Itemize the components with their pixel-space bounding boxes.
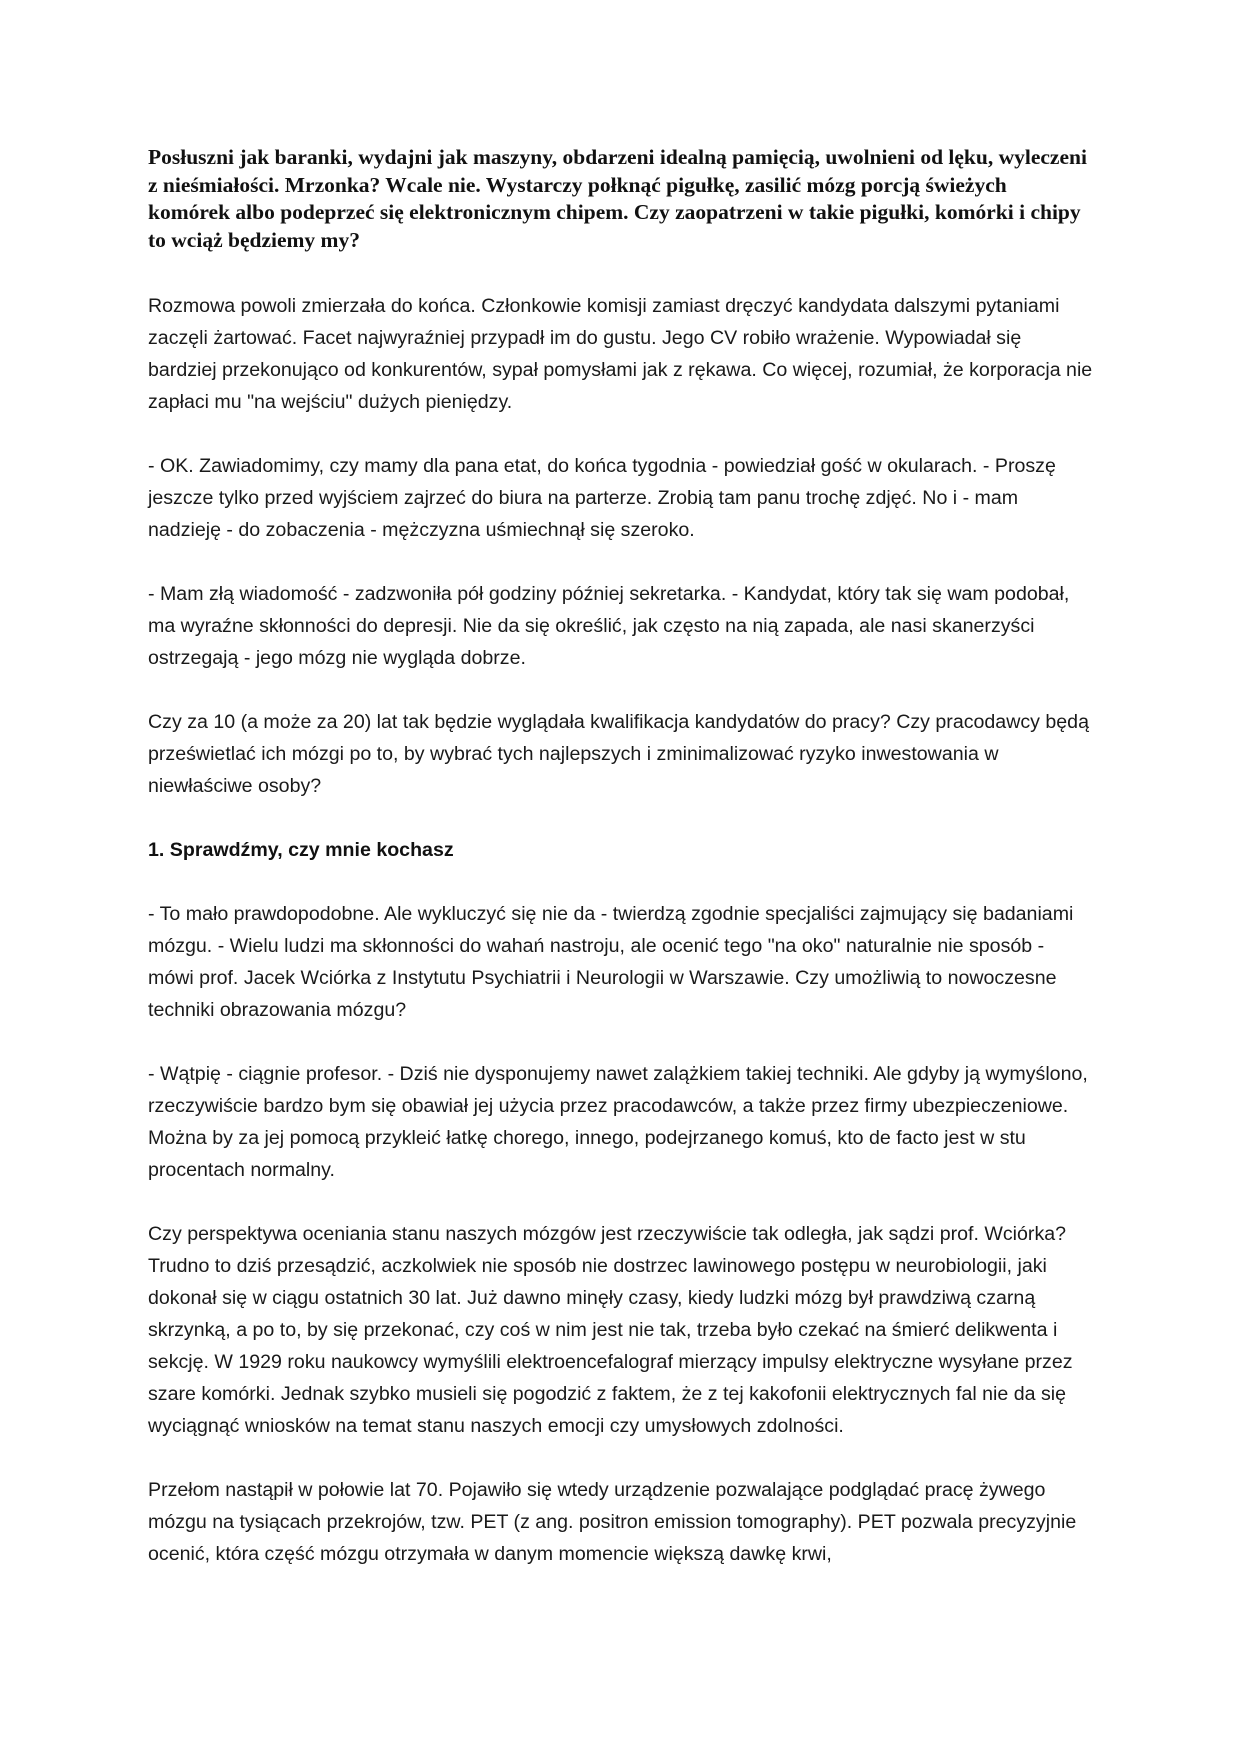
- paragraph-6: - Wątpię - ciągnie profesor. - Dziś nie dysponujemy nawet zalążkiem takiej techniki. Ale gdyby ją wymyślono, rzeczywiście bardzo bym się obawiał jej użycia przez pracodawców, a także przez firmy ubezpieczeniowe. Można by za jej pomocą przykleić łatkę chorego, innego, podejrzanego komuś, kto de facto jest w stu procentach normalny.: [148, 1063, 1088, 1181]
- paragraph-2: - OK. Zawiadomimy, czy mamy dla pana etat, do końca tygodnia - powiedział gość w okularach. - Proszę jeszcze tylko przed wyjściem zajrzeć do biura na parterze. Zrobią tam panu trochę zdjęć. No i - mam nadzieję - do zobaczenia - mężczyzna uśmiechnął się szeroko.: [148, 455, 1056, 541]
- paragraph-4: Czy za 10 (a może za 20) lat tak będzie wyglądała kwalifikacja kandydatów do pracy? Czy pracodawcy będą prześwietlać ich mózgi po to, by wybrać tych najlepszych i zminimalizować ryzyko inwestowania w niewłaściwe osoby?: [148, 711, 1089, 797]
- paragraph-5: - To mało prawdopodobne. Ale wykluczyć się nie da - twierdzą zgodnie specjaliści zajmujący się badaniami mózgu. - Wielu ludzi ma skłonności do wahań nastroju, ale ocenić tego "na oko" naturalnie nie sposób - mówi prof. Jacek Wciórka z Instytutu Psychiatrii i Neurologii w Warszawie. Czy umożliwią to nowoczesne techniki obrazowania mózgu?: [148, 903, 1074, 1021]
- paragraph-1: Rozmowa powoli zmierzała do końca. Członkowie komisji zamiast dręczyć kandydata dalszymi pytaniami zaczęli żartować. Facet najwyraźniej przypadł im do gustu. Jego CV robiło wrażenie. Wypowiadał się bardziej przekonująco od konkurentów, sypał pomysłami jak z rękawa. Co więcej, rozumiał, że korporacja nie zapłaci mu "na wejściu" dużych pieniędzy.: [148, 295, 1093, 413]
- paragraph-7: Czy perspektywa oceniania stanu naszych mózgów jest rzeczywiście tak odległa, jak sądzi prof. Wciórka? Trudno to dziś przesądzić, aczkolwiek nie sposób nie dostrzec lawinowego postępu w neurobiologii, jaki dokonał się w ciągu ostatnich 30 lat. Już dawno minęły czasy, kiedy ludzki mózg był prawdziwą czarną skrzynką, a po to, by się przekonać, czy coś w nim jest nie tak, trzeba było czekać na śmierć delikwenta i sekcję. W 1929 roku naukowcy wymyślili elektroencefalograf mierzący impulsy elektryczne wysyłane przez szare komórki. Jednak szybko musieli się pogodzić z faktem, że z tej kakofonii elektrycznych fal nie da się wyciągnąć wniosków na temat stanu naszych emocji czy umysłowych zdolności.: [148, 1223, 1073, 1437]
- section-heading-1: 1. Sprawdźmy, czy mnie kochasz: [148, 839, 454, 861]
- article-body: [148, 290, 1093, 1602]
- article-lead: Posłuszni jak baranki, wydajni jak maszyny, obdarzeni idealną pamięcią, uwolnieni od lęku, wyleczeni z nieśmiałości. Mrzonka? Wcale nie. Wystarczy połknąć pigułkę, zasilić mózg porcją świeżych komórek albo podeprzeć się elektronicznym chipem. Czy zaopatrzeni w takie pigułki, komórki i chipy to wciąż będziemy my?: [148, 145, 1087, 252]
- paragraph-8: Przełom nastąpił w połowie lat 70. Pojawiło się wtedy urządzenie pozwalające podglądać pracę żywego mózgu na tysiącach przekrojów, tzw. PET (z ang. positron emission tomography). PET pozwala precyzyjnie ocenić, która część mózgu otrzymała w danym momencie większą dawkę krwi,: [148, 1479, 1077, 1565]
- paragraph-3: - Mam złą wiadomość - zadzwoniła pół godziny później sekretarka. - Kandydat, który tak się wam podobał, ma wyraźne skłonności do depresji. Nie da się określić, jak często na nią zapada, ale nasi skanerzyści ostrzegają - jego mózg nie wygląda dobrze.: [148, 583, 1070, 669]
